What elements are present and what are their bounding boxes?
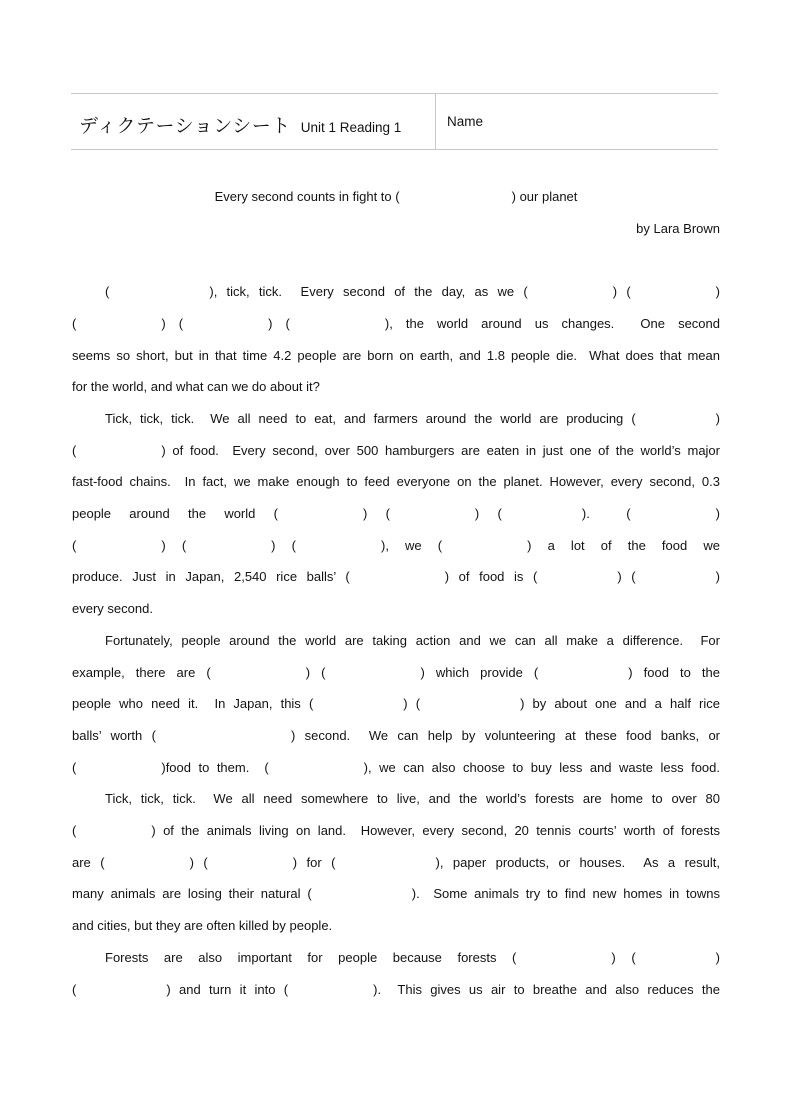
- fill-in-blank: [538, 676, 628, 677]
- name-label: Name: [447, 114, 484, 129]
- text-line: ( ) and turn it into ( ). This gives us air to breathe and also reduces the: [72, 981, 720, 997]
- fill-in-blank: [290, 327, 385, 328]
- fill-in-blank: [183, 327, 268, 328]
- text-line: and cities, but they are often killed by people.: [72, 918, 333, 934]
- fill-in-blank: [105, 866, 190, 867]
- fill-in-blank: [312, 897, 412, 898]
- text-line: ( ), tick, tick. Every second of the day, as we ( ) ( ): [105, 284, 720, 300]
- fill-in-blank: [325, 676, 420, 677]
- header-table: [71, 93, 718, 150]
- fill-in-blank: [442, 549, 527, 550]
- text-line: ( ) of food. Every second, over 500 hamburgers are eaten in just one of the world’s major: [72, 442, 720, 458]
- paragraphs-container: [72, 276, 720, 1005]
- text-line: by Lara Brown: [636, 220, 720, 236]
- text-line: seems so short, but in that time 4.2 people are born on earth, and 1.8 people die. What does that mean: [72, 347, 720, 363]
- header-title-cell: [71, 94, 436, 149]
- text-line: produce. Just in Japan, 2,540 rice balls’ ( ) of food is ( ) ( ): [72, 569, 720, 585]
- paragraph: [72, 276, 720, 403]
- text-line: Forests are also important for people because forests ( ) ( ): [105, 949, 720, 965]
- fill-in-blank: [278, 517, 363, 518]
- text-line: ( ) ( ) ( ), we ( ) a lot of the food we: [72, 537, 720, 553]
- text-line: Tick, tick, tick. We all need to eat, and farmers around the world are producing ( ): [105, 410, 720, 426]
- title-block: [72, 181, 720, 244]
- text-line: ( )food to them. ( ), we can also choose to buy less and waste less food.: [72, 759, 720, 775]
- fill-in-blank: [76, 834, 151, 835]
- fill-in-blank: [109, 295, 209, 296]
- fill-in-blank: [156, 739, 291, 740]
- fill-in-blank: [636, 422, 716, 423]
- fill-in-blank: [420, 707, 520, 708]
- text-line: ( ) ( ) ( ), the world around us changes. One second: [72, 315, 720, 331]
- unit-label: Unit 1 Reading 1: [300, 120, 402, 135]
- fill-in-blank: [76, 454, 161, 455]
- text-line: Every second counts in fight to ( ) our planet: [214, 189, 578, 204]
- fill-in-blank: [211, 676, 306, 677]
- text-line: example, there are ( ) ( ) which provide ( ) food to the: [72, 664, 720, 680]
- paragraph: [72, 403, 720, 625]
- fill-in-blank: [516, 961, 611, 962]
- text-line: ( ) of the animals living on land. However, every second, 20 tennis courts’ worth of forests: [72, 823, 720, 839]
- text-line: people around the world ( ) ( ) ( ). ( ): [72, 506, 720, 522]
- fill-in-blank: [631, 295, 716, 296]
- header-title-group: [79, 111, 401, 138]
- text-line: Fortunately, people around the world are taking action and we can all make a difference. For: [105, 632, 720, 648]
- fill-in-blank: [76, 327, 161, 328]
- fill-in-blank: [186, 549, 271, 550]
- paragraph: [72, 942, 720, 1005]
- fill-in-blank: [269, 771, 364, 772]
- text-line: people who need it. In Japan, this ( ) ( ) by about one and a half rice: [72, 696, 721, 712]
- text-line: many animals are losing their natural ( ). Some animals try to find new homes in towns: [72, 886, 720, 902]
- text-line: are ( ) ( ) for ( ), paper products, or houses. As a result,: [72, 854, 720, 870]
- sheet-title-jp: ディクテーションシート: [79, 116, 291, 137]
- fill-in-blank: [288, 993, 373, 994]
- fill-in-blank: [636, 961, 716, 962]
- fill-in-blank: [400, 200, 512, 201]
- fill-in-blank: [502, 517, 582, 518]
- header-name-cell: [436, 94, 718, 149]
- fill-in-blank: [296, 549, 381, 550]
- fill-in-blank: [631, 517, 716, 518]
- fill-in-blank: [76, 993, 166, 994]
- paragraph: [72, 783, 720, 942]
- fill-in-blank: [528, 295, 613, 296]
- fill-in-blank: [76, 549, 161, 550]
- fill-in-blank: [636, 580, 716, 581]
- fill-in-blank: [336, 866, 436, 867]
- text-line: Tick, tick, tick. We all need somewhere to live, and the world’s forests are home to over 80: [105, 791, 720, 807]
- document-body: [72, 181, 720, 1005]
- fill-in-blank: [390, 517, 475, 518]
- text-line: every second.: [72, 601, 153, 617]
- fill-in-blank: [537, 580, 617, 581]
- text-line: fast-food chains. In fact, we make enough to feed everyone on the planet. However, every second, 0.3: [72, 474, 720, 490]
- fill-in-blank: [313, 707, 403, 708]
- text-line: for the world, and what can we do about it?: [72, 379, 320, 395]
- fill-in-blank: [350, 580, 445, 581]
- paragraph: [72, 625, 720, 784]
- text-line: balls’ worth ( ) second. We can help by volunteering at these food banks, or: [72, 727, 721, 743]
- fill-in-blank: [208, 866, 293, 867]
- fill-in-blank: [76, 771, 161, 772]
